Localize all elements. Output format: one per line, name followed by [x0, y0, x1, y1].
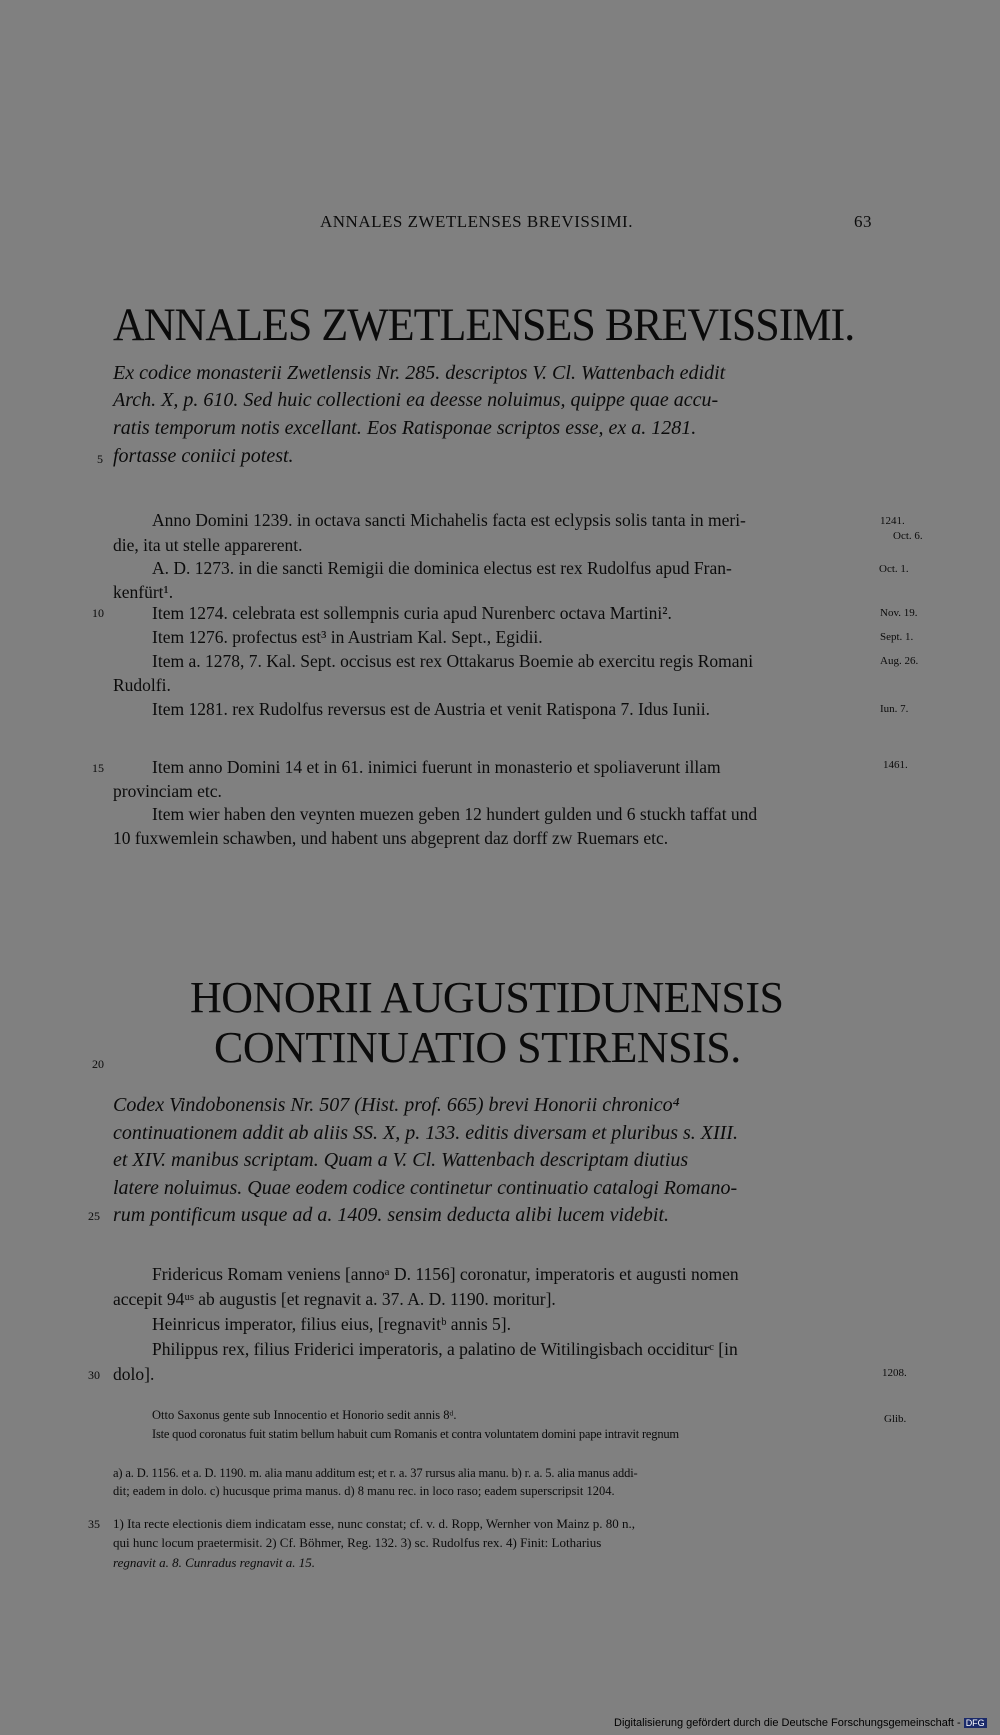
annal-entry-line: kenfürt¹. [113, 582, 174, 602]
page-number: 63 [854, 212, 872, 231]
continuatio-entry-line: Philippus rex, filius Friderici imperatoris, a palatino de Witilingisbach occiditurᶜ [in [152, 1339, 738, 1359]
annal-entry-line: Item a. 1278, 7. Kal. Sept. occisus est rex Ottakarus Boemie ab exercitu regis Romani [152, 651, 754, 671]
section2-intro-line: rum pontificum usque ad a. 1409. sensim deducta alibi lucem videbit. [113, 1204, 670, 1226]
annal-entry-line: Item anno Domini 14 et in 61. inimici fuerunt in monasterio et spoliaverunt illam [152, 757, 721, 777]
running-header-title: ANNALES ZWETLENSES BREVISSIMI. [320, 212, 633, 231]
annal-entry-line: Item wier haben den veynten muezen geben 12 hundert gulden und 6 stuckh taffat und [152, 804, 758, 824]
line-number: 10 [92, 606, 104, 620]
section2-intro-line: Codex Vindobonensis Nr. 507 (Hist. prof. 665) brevi Honorii chronico⁴ [113, 1094, 680, 1116]
margin-date: Aug. 26. [880, 655, 919, 667]
margin-date: Oct. 1. [879, 563, 909, 575]
section1-intro-line: ratis temporum notis excellant. Eos Ratisponae scriptos esse, ex a. 1281. [113, 417, 697, 439]
annal-entry-line: die, ita ut stelle apparerent. [113, 535, 303, 555]
section2-title-line2: CONTINUATIO STIRENSIS. [214, 1023, 741, 1072]
section1-intro-line: Ex codice monasterii Zwetlensis Nr. 285. descriptos V. Cl. Wattenbach edidit [113, 362, 726, 384]
annal-entry-line: Item 1274. celebrata est sollempnis curia apud Nurenberc octava Martini². [152, 603, 672, 623]
section1-title: ANNALES ZWETLENSES BREVISSIMI. [113, 299, 855, 351]
margin-date: Sept. 1. [880, 631, 914, 643]
continuatio-entry-line: dolo]. [113, 1364, 155, 1384]
dfg-logo: DFG [965, 1718, 985, 1729]
digitization-credit [614, 1717, 987, 1729]
line-number: 30 [88, 1368, 100, 1382]
margin-date: Iun. 7. [880, 703, 909, 715]
margin-date: 1461. [883, 759, 908, 771]
continuatio-entry-line: Heinricus imperator, filius eius, [regnavitᵇ annis 5]. [152, 1314, 511, 1334]
annal-entry-line: Item 1276. profectus est³ in Austriam Kal. Sept., Egidii. [152, 627, 543, 647]
line-number: 15 [92, 761, 104, 775]
annal-entry-line: Item 1281. rex Rudolfus reversus est de Austria et venit Ratispona 7. Idus Iunii. [152, 699, 710, 719]
annal-entry-line: Anno Domini 1239. in octava sancti Michahelis facta est eclypsis solis tanta in meri- [152, 510, 746, 530]
margin-date: Glib. [884, 1413, 907, 1425]
continuatio-entry-line: accepit 94ᵘˢ ab augustis [et regnavit a. 37. A. D. 1190. moritur]. [113, 1289, 556, 1309]
line-number: 35 [88, 1517, 100, 1531]
section1-intro-line: Arch. X, p. 610. Sed huic collectioni ea deesse noluimus, quippe quae accu- [113, 389, 719, 411]
footnote-letter-line: dit; eadem in dolo. c) hucusque prima manus. d) 8 manu rec. in loco raso; eadem superscripsit 1204. [113, 1484, 615, 1498]
annal-entry-line: provinciam etc. [113, 781, 222, 801]
section2-intro-line: continuationem addit ab aliis SS. X, p. 133. editis diversam et pluribus s. XIII. [113, 1122, 738, 1144]
annal-entry-line: 10 fuxwemlein schawben, und habent uns abgeprent daz dorff zw Ruemars etc. [113, 828, 669, 848]
small-text-line: Otto Saxonus gente sub Innocentio et Honorio sedit annis 8ᵈ. [152, 1408, 457, 1422]
margin-date: 1241. [880, 515, 905, 527]
footnote-number-line: regnavit a. 8. Cunradus regnavit a. 15. [113, 1555, 315, 1570]
section2-intro-line: et XIV. manibus scriptam. Quam a V. Cl. Wattenbach descriptam diutius [113, 1149, 689, 1171]
line-number: 20 [92, 1057, 104, 1071]
footnote-number-line: qui hunc locum praetermisit. 2) Cf. Böhmer, Reg. 132. 3) sc. Rudolfus rex. 4) Finit: Lotharius [113, 1535, 602, 1550]
continuatio-entry-line: Fridericus Romam veniens [annoᵃ D. 1156] coronatur, imperatoris et augusti nomen [152, 1264, 739, 1284]
small-text-line: Iste quod coronatus fuit statim bellum habuit cum Romanis et contra voluntatem domini pape intravit regnum [152, 1427, 679, 1441]
margin-date: 1208. [882, 1367, 907, 1379]
annal-entry-line: Rudolfi. [113, 675, 171, 695]
section2-intro-line: latere noluimus. Quae eodem codice continetur continuatio catalogi Romano- [113, 1177, 738, 1199]
line-number: 25 [88, 1209, 100, 1223]
margin-date: Oct. 6. [893, 530, 923, 542]
margin-date: Nov. 19. [880, 607, 918, 619]
footnote-number-line: 1) Ita recte electionis diem indicatam esse, nunc constat; cf. v. d. Ropp, Wernher von Mainz p. 80 n., [113, 1516, 636, 1531]
annal-entry-line: A. D. 1273. in die sancti Remigii die dominica electus est rex Rudolfus apud Fran- [152, 558, 732, 578]
section1-intro-line: fortasse coniici potest. [113, 445, 294, 467]
credit-text: Digitalisierung gefördert durch die Deutsche Forschungsgemeinschaft - [614, 1717, 961, 1729]
footnote-letter-line: a) a. D. 1156. et a. D. 1190. m. alia manu additum est; et r. a. 37 rursus alia manu. b) r. a. 5. alia manus addi- [113, 1466, 638, 1480]
section2-title-line1: HONORII AUGUSTIDUNENSIS [190, 973, 784, 1022]
line-number: 5 [97, 452, 103, 466]
